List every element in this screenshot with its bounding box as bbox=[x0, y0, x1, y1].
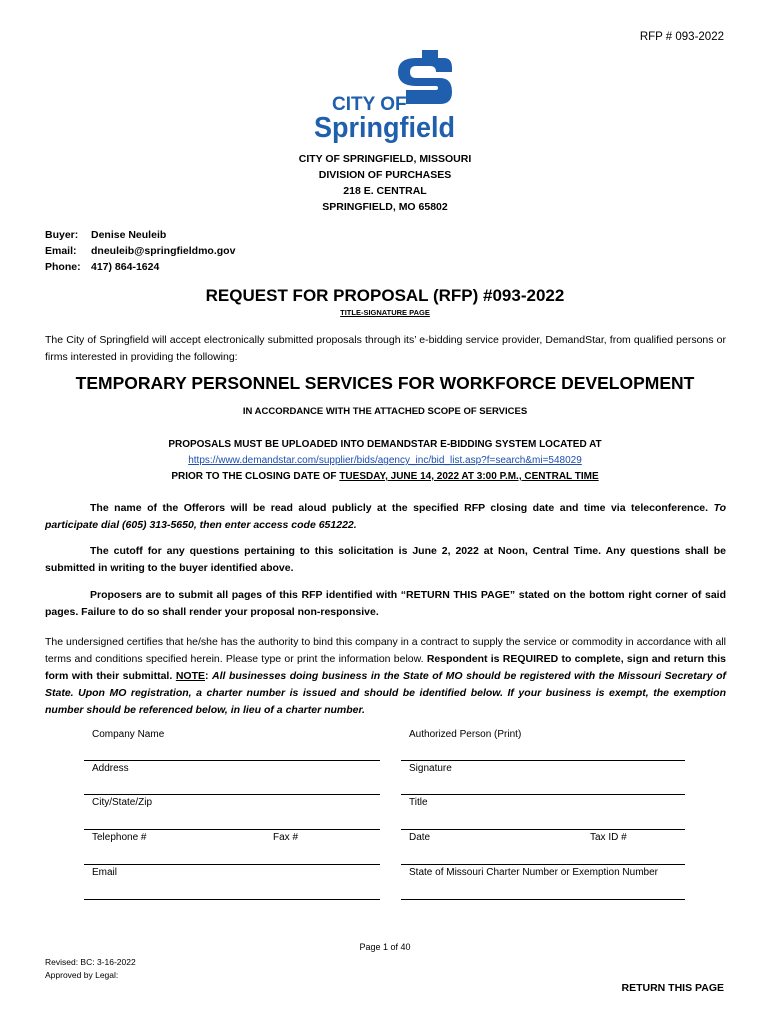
address-field[interactable] bbox=[84, 794, 380, 795]
buyer-name: Denise Neuleib bbox=[91, 229, 167, 241]
buyer-label: Buyer: bbox=[45, 229, 79, 241]
signature-field[interactable] bbox=[401, 794, 685, 795]
project-title: TEMPORARY PERSONNEL SERVICES FOR WORKFORCE DEVELOPMENT bbox=[75, 373, 695, 393]
page-number: Page 1 of 40 bbox=[359, 942, 411, 952]
scope-statement: IN ACCORDANCE WITH THE ATTACHED SCOPE OF SERVICES bbox=[242, 406, 528, 417]
email-label: Email bbox=[92, 867, 118, 878]
city-of-springfield-logo bbox=[312, 46, 457, 146]
company-name-label: Company Name bbox=[92, 729, 165, 740]
title-label: Title bbox=[409, 797, 428, 808]
demandstar-link[interactable]: https://www.demandstar.com/supplier/bids/agency_inc/bid_list.asp?f=search&mi=548029 bbox=[188, 455, 582, 466]
company-name-field[interactable] bbox=[84, 760, 380, 761]
upload-instructions bbox=[0, 437, 770, 485]
return-this-page: RETURN THIS PAGE bbox=[621, 982, 724, 994]
authorized-person-field[interactable] bbox=[401, 760, 685, 761]
upload-line: PROPOSALS MUST BE UPLOADED INTO DEMANDSTAR E-BIDDING SYSTEM LOCATED AT bbox=[168, 439, 602, 450]
charter-label: State of Missouri Charter Number or Exemption Number bbox=[409, 867, 658, 878]
certify-text: The undersigned certifies that he/she has the authority to bind this company in a contract to supply the service or commodity in accordance with all terms and conditions specified herein. Please type or print the information below. bbox=[45, 636, 726, 665]
phone-label: Phone: bbox=[45, 261, 81, 273]
address-line: SPRINGFIELD, MO 65802 bbox=[322, 201, 448, 213]
tax-id-label: Tax ID # bbox=[590, 832, 627, 843]
closing-prefix: PRIOR TO THE CLOSING DATE OF bbox=[171, 471, 340, 482]
date-label: Date bbox=[409, 832, 431, 843]
purchasing-address bbox=[0, 151, 770, 215]
signature-label: Signature bbox=[409, 763, 452, 774]
telephone-fax-field[interactable] bbox=[84, 864, 380, 865]
dial-in-text: To participate dial (605) 313-5650, then enter access code 651222. bbox=[45, 502, 727, 531]
page-title: REQUEST FOR PROPOSAL (RFP) #093-2022 bbox=[205, 286, 565, 305]
authorized-person-label: Authorized Person (Print) bbox=[409, 729, 522, 740]
buyer-email: dneuleib@springfieldmo.gov bbox=[91, 245, 236, 257]
address-line: CITY OF SPRINGFIELD, MISSOURI bbox=[298, 153, 472, 165]
date-tax-id-field[interactable] bbox=[401, 864, 685, 865]
title-field[interactable] bbox=[401, 829, 685, 830]
buyer-contact bbox=[45, 227, 235, 275]
note-colon: : bbox=[204, 670, 213, 682]
approved-by: Approved by Legal: bbox=[45, 970, 119, 980]
revision-note bbox=[45, 956, 136, 982]
address-label: Address bbox=[92, 763, 129, 774]
questions-cutoff-paragraph: The cutoff for any questions pertaining to this solicitation is June 2, 2022 at Noon, Central Time. Any questions shall be submitted in writing to the buyer identified above. bbox=[45, 545, 726, 574]
certify-required: Respondent is REQUIRED to complete, sign and return this form with their submittal. bbox=[45, 653, 726, 682]
submission-paragraph: Proposers are to submit all pages of this RFP identified with “RETURN THIS PAGE” stated on the bottom right corner of said pages. Failure to do so shall render your proposal non-responsive. bbox=[45, 589, 726, 618]
certification-paragraph bbox=[45, 634, 726, 719]
svg-text:CITY OF: CITY OF bbox=[332, 94, 407, 115]
svg-text:Springfield: Springfield bbox=[314, 112, 455, 144]
revised-date: Revised: BC: 3-16-2022 bbox=[45, 957, 136, 967]
telephone-label: Telephone # bbox=[92, 832, 147, 843]
page-subtitle: TITLE-SIGNATURE PAGE bbox=[340, 308, 430, 317]
city-state-zip-field[interactable] bbox=[84, 829, 380, 830]
fax-label: Fax # bbox=[273, 832, 299, 843]
address-line: 218 E. CENTRAL bbox=[343, 185, 427, 197]
email-label: Email: bbox=[45, 245, 77, 257]
rfp-number: RFP # 093-2022 bbox=[639, 31, 724, 43]
teleconference-text: The name of the Offerors will be read aloud publicly at the specified RFP closing date and time via teleconference. bbox=[90, 502, 709, 514]
note-text: All businesses doing business in the State of MO should be registered with the Missouri Secretary of State. Upon MO registration, a charter number is issued and should be identified below. If your business is exempt, the exemption number should be referenced below, in lieu of a charter number. bbox=[45, 670, 726, 716]
note-label: NOTE bbox=[175, 670, 205, 682]
intro-paragraph: The City of Springfield will accept electronically submitted proposals through its’ e-bidding service provider, DemandStar, from qualified persons or firms interested in providing the following: bbox=[45, 334, 726, 363]
teleconference-paragraph bbox=[45, 500, 726, 534]
closing-date: TUESDAY, JUNE 14, 2022 AT 3:00 P.M., CENTRAL TIME bbox=[339, 471, 599, 482]
charter-field[interactable] bbox=[401, 899, 685, 900]
address-line: DIVISION OF PURCHASES bbox=[318, 169, 452, 181]
buyer-phone: 417) 864-1624 bbox=[91, 261, 160, 273]
email-field[interactable] bbox=[84, 899, 380, 900]
city-state-zip-label: City/State/Zip bbox=[92, 797, 153, 808]
